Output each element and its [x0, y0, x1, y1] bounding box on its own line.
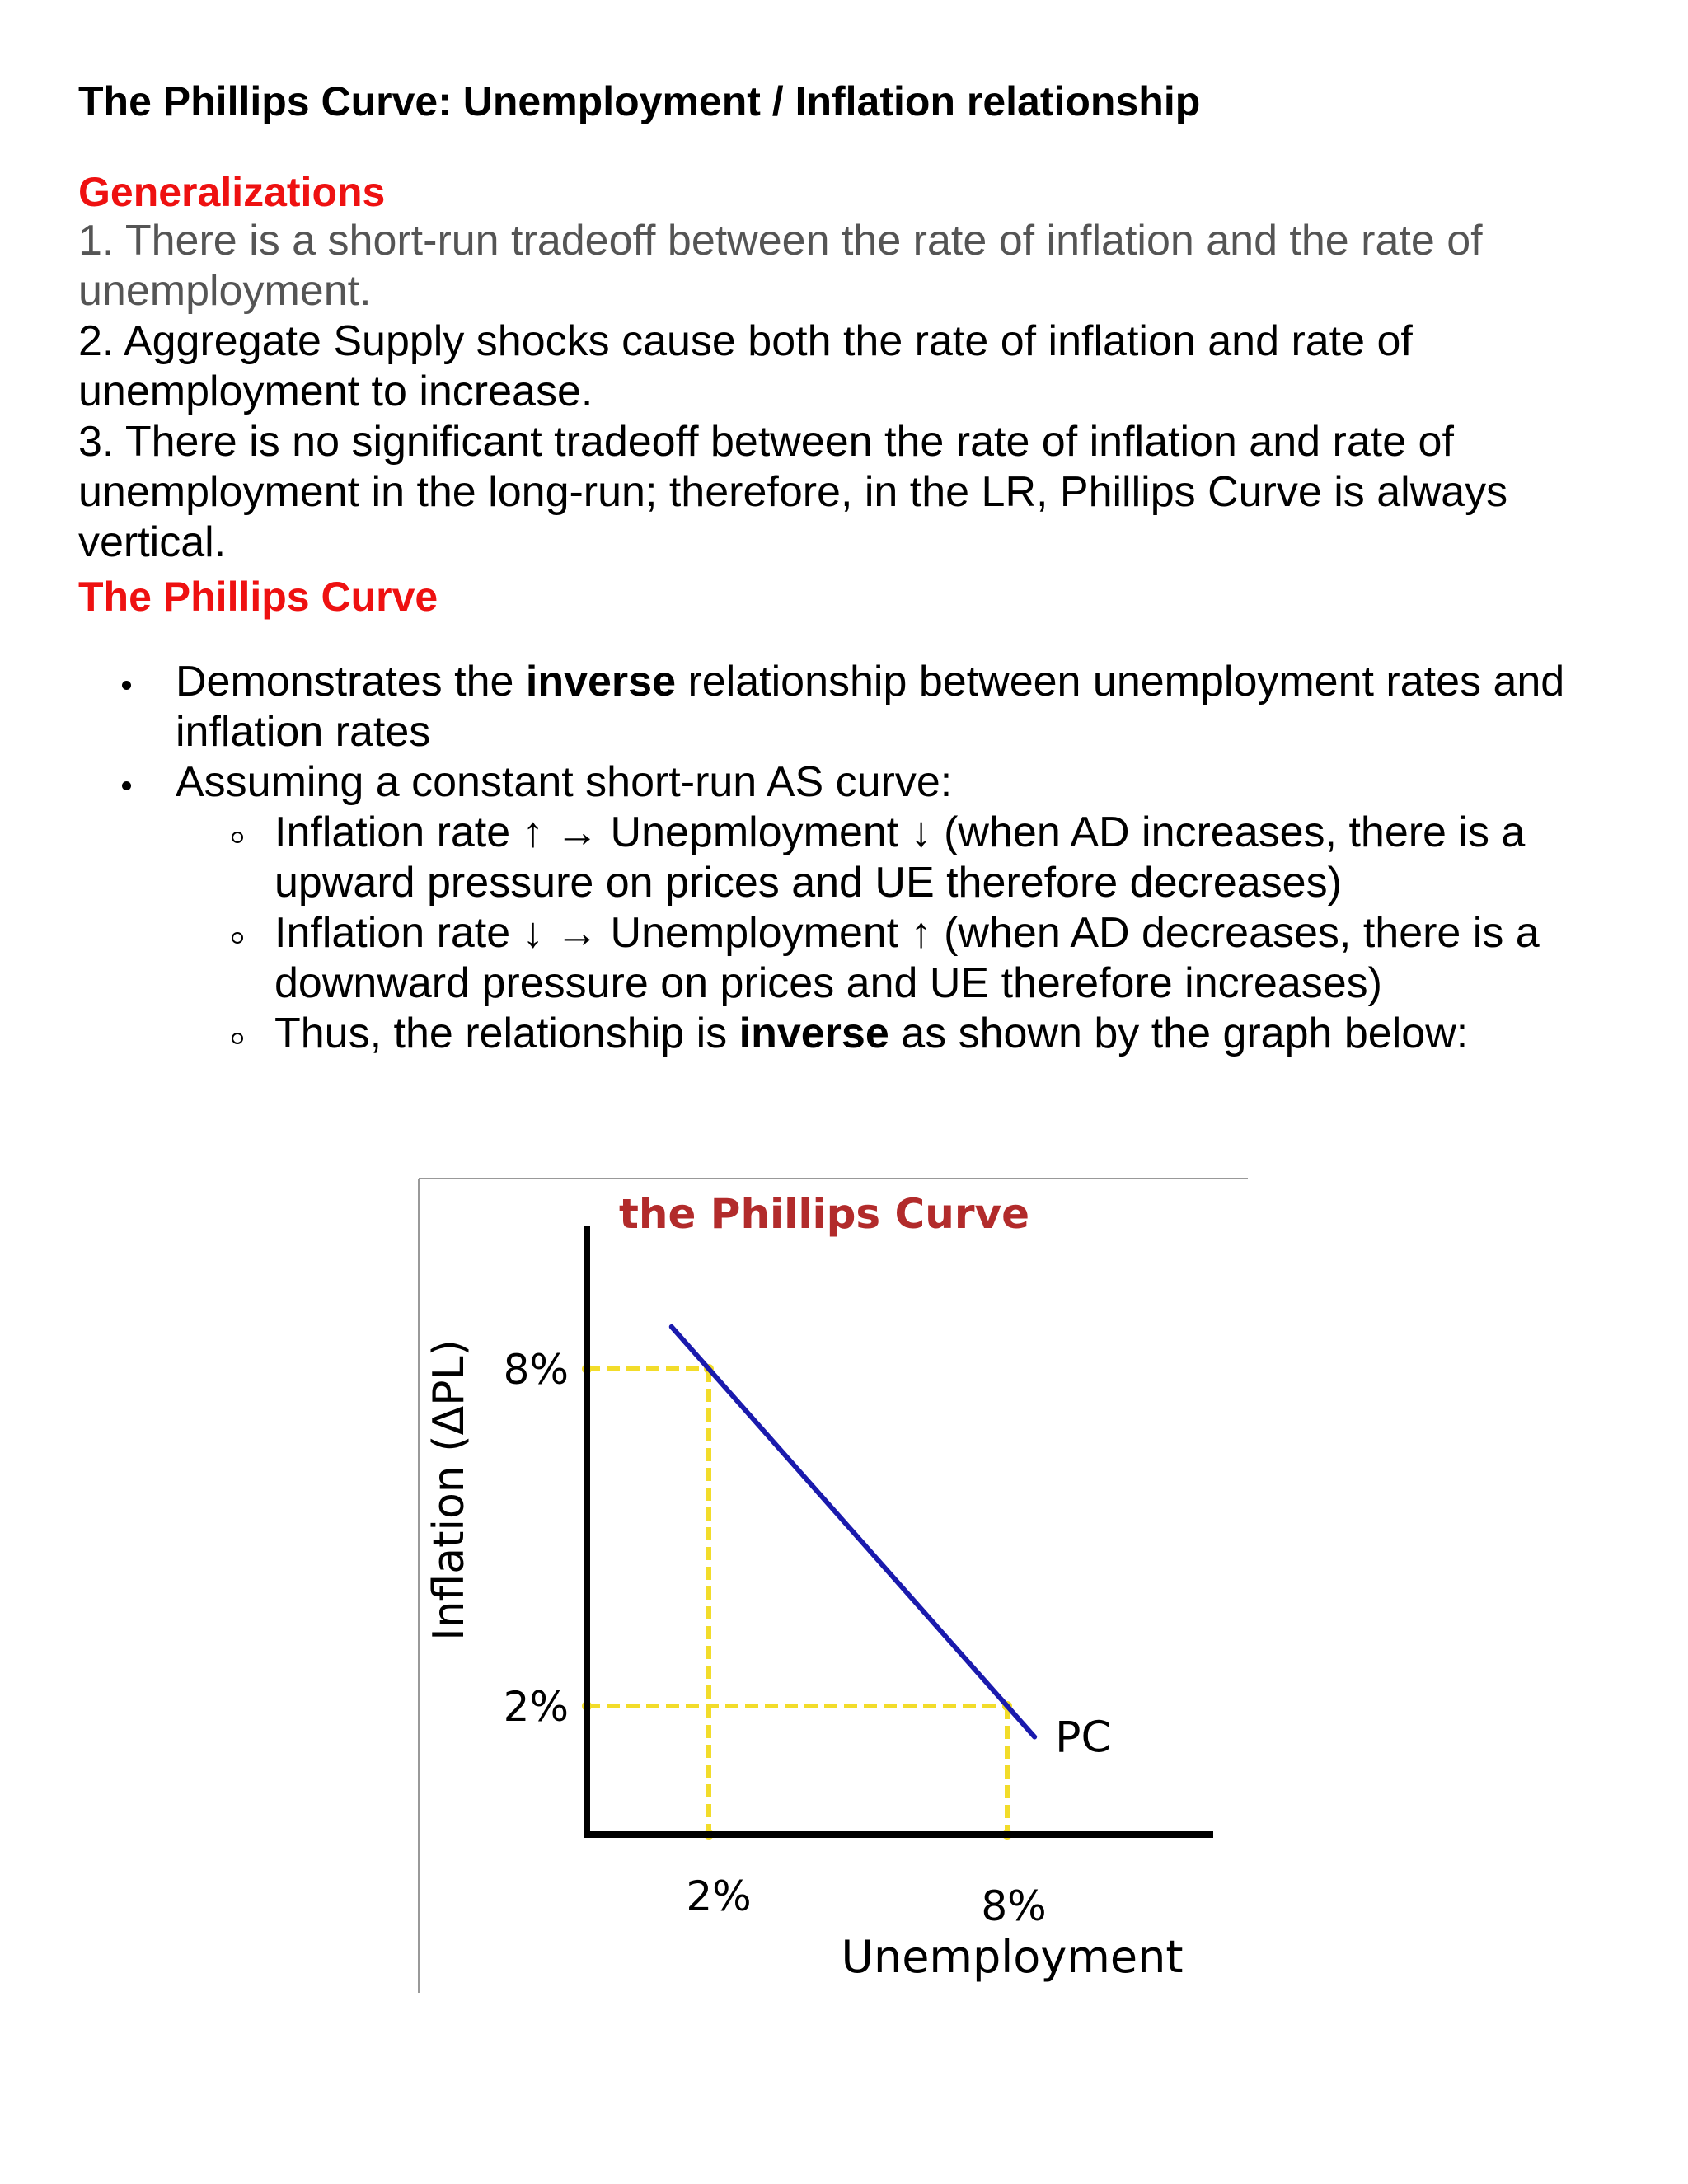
sub-bullet-2-line-1: Inflation rate ↓ → Unemployment ↑ (when AD decreases, there is a	[274, 909, 1540, 957]
generalization-item-1: 1. There is a short-run tradeoff between the rate of inflation and the rate of unemployment.	[78, 217, 1483, 315]
phillips-curve-line	[672, 1327, 1034, 1737]
x-axis-label: Unemployment	[841, 1931, 1184, 1983]
generalization-item-3: 3. There is no significant tradeoff between the rate of inflation and rate of unemployment in the long-run; therefore, in the LR, Phillips Curve is always vertical.	[78, 418, 1508, 566]
y-tick-label: 8%	[503, 1346, 569, 1394]
emphasis-inverse: inverse	[525, 658, 677, 705]
series-label-pc: PC	[1055, 1713, 1111, 1763]
x-tick-label: 8%	[981, 1882, 1047, 1930]
page-title: The Phillips Curve: Unemployment / Inflation relationship	[78, 78, 1201, 124]
bullet-2: Assuming a constant short-run AS curve:	[176, 758, 953, 806]
phillips-heading: The Phillips Curve	[78, 574, 438, 620]
chart-title: the Phillips Curve	[618, 1190, 1030, 1238]
emphasis-inverse: inverse	[738, 1010, 889, 1057]
generalization-item-2: 2. Aggregate Supply shocks cause both the rate of inflation and rate of unemployment to increase.	[78, 317, 1413, 415]
guide-lines	[582, 1364, 1012, 1840]
x-tick-label: 2%	[686, 1872, 752, 1920]
y-axis-label: Inflation (ΔPL)	[424, 1339, 474, 1641]
generalizations-heading: Generalizations	[78, 169, 386, 215]
bullet-1-line-1: Demonstrates the inverse relationship between unemployment rates and	[176, 658, 1565, 705]
sub-bullet-1-line-2: upward pressure on prices and UE therefore decreases)	[274, 859, 1342, 907]
sub-bullet-1-line-1: Inflation rate ↑ → Unepmloyment ↓ (when AD increases, there is a	[274, 808, 1526, 856]
bullet-1-line-2: inflation rates	[176, 708, 431, 756]
y-tick-label: 2%	[503, 1683, 569, 1731]
sub-bullet-2-line-2: downward pressure on prices and UE therefore increases)	[274, 959, 1383, 1007]
sub-bullet-3: Thus, the relationship is inverse as shown by the graph below:	[274, 1010, 1469, 1057]
